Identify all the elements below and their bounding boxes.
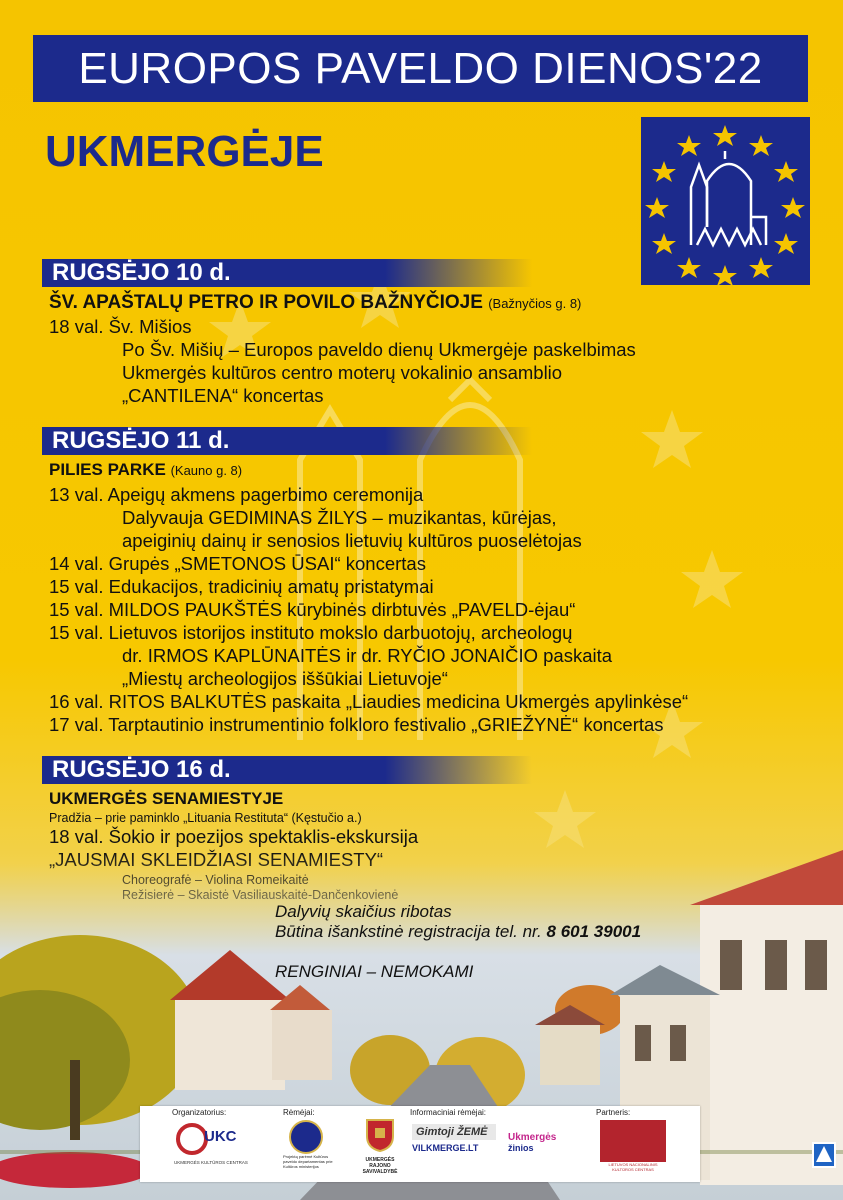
venue-name: ŠV. APAŠTALŲ PETRO IR POVILO BAŽNYČIOJE xyxy=(49,292,483,313)
day-header-3: RUGSĖJO 16 d. xyxy=(42,756,532,784)
event-line: Dalyvauja GEDIMINAS ŽILYS – muzikantas, kūrėjas, xyxy=(122,507,557,528)
municipality-text: UKMERGĖS RAJONO SAVIVALDYBĖ xyxy=(362,1157,398,1175)
sponsor-strip xyxy=(140,1106,700,1182)
free-note: RENGINIAI – NEMOKAMI xyxy=(275,962,474,981)
day-header-1: RUGSĖJO 10 d. xyxy=(42,259,532,287)
supporters-label: Rėmėjai: xyxy=(283,1108,315,1117)
phone-number: 8 601 39001 xyxy=(546,922,642,941)
start-location: Pradžia – prie paminklo „Lituania Restituta“ (Kęstučio a.) xyxy=(49,811,362,825)
ukmerges-zinios-logo xyxy=(508,1132,578,1172)
limited-note: Dalyvių skaičius ribotas xyxy=(275,902,452,921)
venue-2 xyxy=(49,460,242,480)
lnkc-text: LIETUVOS NACIONALINIS KULTŪROS CENTRAS xyxy=(608,1162,658,1172)
municipality-logo xyxy=(355,1118,405,1180)
event-line: 17 val. Tarptautinio instrumentinio folkloro festivalio „GRIEŽYNĖ“ koncertas xyxy=(49,714,664,735)
gimtoji-text: Gimtoji ŽEMĖ xyxy=(412,1124,496,1140)
event-line: „Miestų archeologijos iššūkiai Lietuvoje“ xyxy=(122,668,448,689)
venue-1 xyxy=(49,292,581,314)
lnkc-emblem-icon xyxy=(600,1120,666,1162)
registration-note xyxy=(275,922,641,942)
ukc-subtext: UKMERGĖS KULTŪROS CENTRAS xyxy=(174,1160,248,1165)
venue-name: PILIES PARKE xyxy=(49,460,166,479)
event-line: 15 val. Edukacijos, tradicinių amatų pristatymai xyxy=(49,576,434,597)
info-supporters-label: Informaciniai rėmėjai: xyxy=(410,1108,487,1117)
venue-address: (Bažnyčios g. 8) xyxy=(488,296,582,311)
vilkmerge-text: VILKMERGE.LT xyxy=(412,1143,479,1153)
event-line: „CANTILENA“ koncertas xyxy=(122,385,324,406)
gimtoji-zeme-logo xyxy=(412,1124,496,1174)
zinios-main: Ukmergės xyxy=(508,1132,557,1143)
event-line: 15 val. MILDOS PAUKŠTĖS kūrybinės dirbtuvės „PAVELD-ėjau“ xyxy=(49,599,576,620)
event-line: 16 val. RITOS BALKUTĖS paskaita „Liaudies medicina Ukmergės apylinkėse“ xyxy=(49,691,689,712)
heritage-emblem-icon xyxy=(289,1120,323,1154)
day-header-2: RUGSĖJO 11 d. xyxy=(42,427,532,455)
venue-address: (Kauno g. 8) xyxy=(170,463,243,478)
event-line: 13 val. Apeigų akmens pagerbimo ceremonija xyxy=(49,484,424,505)
event-line: 14 val. Grupės „SMETONOS ŪSAI“ koncertas xyxy=(49,553,426,574)
ukc-text: UKC xyxy=(204,1128,237,1145)
venue-3: UKMERGĖS SENAMIESTYJE xyxy=(49,789,284,808)
page-title: EUROPOS PAVELDO DIENOS'22 xyxy=(33,35,808,102)
event-line: 15 val. Lietuvos istorijos instituto mokslo darbuotojų, archeologų xyxy=(49,622,573,643)
pedestrian-sign-icon xyxy=(812,1142,836,1168)
zinios-sub: žinios xyxy=(508,1143,534,1153)
heritage-department-logo xyxy=(283,1120,343,1180)
event-line: 18 val. Šv. Mišios xyxy=(49,316,192,337)
coat-of-arms-icon xyxy=(365,1118,395,1152)
event-line: dr. IRMOS KAPLŪNAITĖS ir dr. RYČIO JONAIČIO paskaita xyxy=(122,645,613,666)
event-line: apeiginių dainų ir senosios lietuvių kultūros puoselėtojas xyxy=(122,530,582,551)
ministry-text: Projektą parėmė Kultūros paveldo departamentas prie Kultūros ministerijos xyxy=(283,1154,333,1169)
lnkc-logo xyxy=(600,1120,666,1176)
organizer-label: Organizatorius: xyxy=(172,1108,227,1117)
partner-label: Partneris: xyxy=(596,1108,631,1117)
page-subtitle: UKMERGĖJE xyxy=(45,127,324,176)
european-heritage-days-logo xyxy=(641,117,810,285)
registration-text: Būtina išankstinė registracija tel. nr. xyxy=(275,922,542,941)
event-line: 18 val. Šokio ir poezijos spektaklis-ekskursija xyxy=(49,826,419,847)
event-line: Po Šv. Mišių – Europos paveldo dienų Ukmergėje paskelbimas xyxy=(122,339,636,360)
ukc-logo xyxy=(174,1122,254,1176)
event-line: Ukmergės kultūros centro moterų vokalinio ansamblio xyxy=(122,362,563,383)
